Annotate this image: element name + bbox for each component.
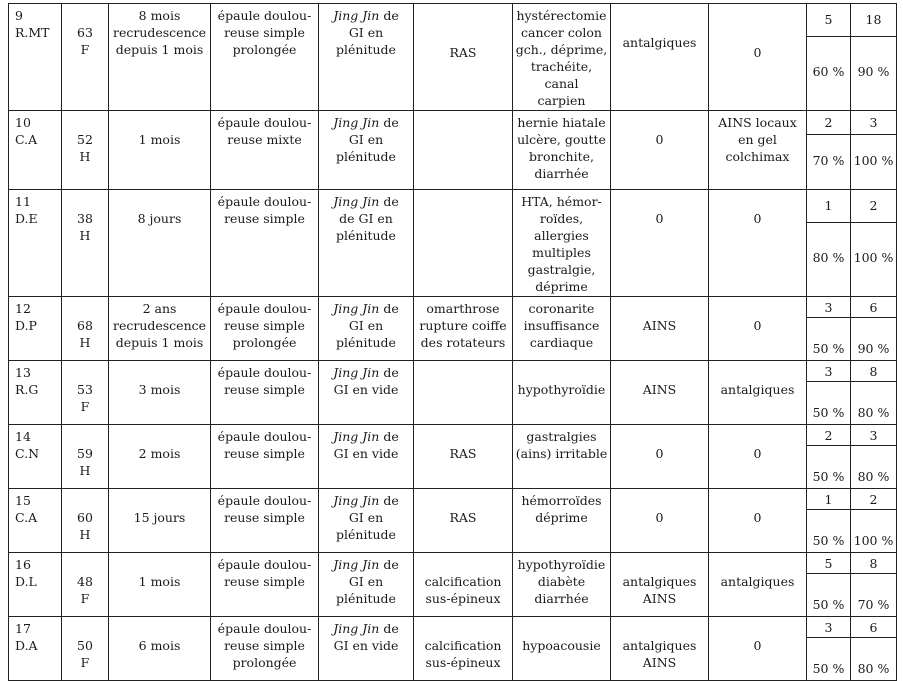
diagnosis-line: reuse mixte bbox=[227, 132, 302, 147]
diagnosis-cell bbox=[211, 297, 319, 361]
mtc-line bbox=[321, 193, 411, 210]
mtc-line bbox=[321, 364, 411, 381]
patient-initials: R.G bbox=[15, 382, 39, 397]
mtc-diagnosis-cell bbox=[319, 297, 414, 361]
duration-cell bbox=[109, 489, 211, 553]
imaging-cell bbox=[414, 553, 513, 617]
duration-cell bbox=[109, 553, 211, 617]
mtc-rest: de bbox=[383, 301, 399, 316]
score-after: 2 bbox=[851, 190, 897, 223]
patient-number: 16 bbox=[15, 557, 31, 572]
history-cell bbox=[513, 553, 611, 617]
imaging-cell bbox=[414, 425, 513, 489]
associated-line: 0 bbox=[753, 446, 762, 461]
mtc-rest: de bbox=[383, 115, 399, 130]
history-line: trachéite, canal bbox=[530, 59, 593, 91]
treatment-line: AINS bbox=[642, 318, 677, 333]
percent-after: 100 % bbox=[851, 135, 897, 190]
patient-id-cell bbox=[9, 4, 62, 111]
mtc-line bbox=[321, 556, 411, 573]
duration-line: 8 jours bbox=[137, 211, 182, 226]
diagnosis-cell bbox=[211, 617, 319, 681]
history-line: HTA, hémor- bbox=[521, 194, 602, 209]
history-line: hernie hiatale bbox=[517, 115, 606, 130]
duration-line: 15 jours bbox=[133, 510, 186, 525]
diagnosis-line: reuse simple bbox=[224, 382, 305, 397]
treatment-cell bbox=[611, 4, 709, 111]
mtc-rest: de bbox=[383, 621, 399, 636]
history-line: hypoacousie bbox=[522, 638, 601, 653]
table-row bbox=[9, 617, 897, 638]
diagnosis-line: épaule doulou- bbox=[217, 194, 312, 209]
patient-sex: H bbox=[79, 463, 91, 478]
percent-after: 100 % bbox=[851, 510, 897, 553]
treatment-line: AINS bbox=[642, 591, 677, 606]
treatment-line: 0 bbox=[655, 132, 664, 147]
score-before: 3 bbox=[807, 361, 851, 382]
associated-line: antalgiques bbox=[720, 382, 795, 397]
mtc-line: plénitude bbox=[336, 335, 396, 350]
history-line: gch., déprime, bbox=[515, 42, 608, 57]
history-line: hystérectomie bbox=[516, 8, 607, 23]
diagnosis-cell bbox=[211, 4, 319, 111]
mtc-name: Jing Jin bbox=[333, 365, 380, 380]
imaging-line: sus-épineux bbox=[425, 591, 501, 606]
history-cell bbox=[513, 4, 611, 111]
history-cell bbox=[513, 111, 611, 190]
duration-line: depuis 1 mois bbox=[115, 42, 204, 57]
patient-initials: D.P bbox=[15, 318, 37, 333]
patient-sex: F bbox=[80, 42, 90, 57]
percent-after: 100 % bbox=[851, 222, 897, 296]
imaging-line: RAS bbox=[449, 45, 477, 60]
diagnosis-cell bbox=[211, 553, 319, 617]
patient-number: 14 bbox=[15, 429, 31, 444]
mtc-diagnosis-cell bbox=[319, 190, 414, 297]
history-line: gastralgies bbox=[526, 429, 597, 444]
age-sex-cell bbox=[62, 361, 109, 425]
duration-line: recrudescence bbox=[112, 318, 207, 333]
diagnosis-line: reuse simple bbox=[224, 318, 305, 333]
treatment-cell bbox=[611, 111, 709, 190]
treatment-cell bbox=[611, 489, 709, 553]
mtc-line: GI en vide bbox=[333, 446, 399, 461]
patient-sex: H bbox=[79, 335, 91, 350]
percent-after: 90 % bbox=[851, 318, 897, 361]
mtc-diagnosis-cell bbox=[319, 111, 414, 190]
associated-treatment-cell bbox=[709, 553, 807, 617]
duration-line: 2 ans bbox=[142, 301, 177, 316]
patient-initials: D.L bbox=[15, 574, 37, 589]
mtc-rest: de bbox=[383, 429, 399, 444]
mtc-diagnosis-cell bbox=[319, 361, 414, 425]
percent-before: 60 % bbox=[807, 36, 851, 110]
patient-initials: R.MT bbox=[15, 25, 50, 40]
mtc-diagnosis-cell bbox=[319, 553, 414, 617]
duration-line: 1 mois bbox=[138, 132, 181, 147]
patient-age: 68 bbox=[77, 318, 93, 333]
mtc-name: Jing Jin bbox=[333, 194, 380, 209]
patient-id-cell bbox=[9, 190, 62, 297]
score-after: 8 bbox=[851, 361, 897, 382]
percent-after: 80 % bbox=[851, 382, 897, 425]
imaging-cell bbox=[414, 489, 513, 553]
history-cell bbox=[513, 617, 611, 681]
mtc-line: de GI en bbox=[339, 211, 393, 226]
percent-before: 50 % bbox=[807, 382, 851, 425]
history-line: diabète bbox=[537, 574, 586, 589]
patient-number: 10 bbox=[15, 115, 31, 130]
duration-line: 2 mois bbox=[138, 446, 181, 461]
duration-cell bbox=[109, 617, 211, 681]
imaging-cell bbox=[414, 190, 513, 297]
history-line: diarrhée bbox=[534, 591, 589, 606]
history-cell bbox=[513, 489, 611, 553]
associated-line: 0 bbox=[753, 638, 762, 653]
mtc-diagnosis-cell bbox=[319, 489, 414, 553]
patient-age: 53 bbox=[77, 382, 93, 397]
patient-sex: H bbox=[79, 527, 91, 542]
age-sex-cell bbox=[62, 553, 109, 617]
duration-cell bbox=[109, 111, 211, 190]
patient-age: 48 bbox=[77, 574, 93, 589]
percent-before: 70 % bbox=[807, 135, 851, 190]
mtc-line: GI en bbox=[348, 132, 384, 147]
duration-line: depuis 1 mois bbox=[115, 335, 204, 350]
imaging-line: des rotateurs bbox=[420, 335, 506, 350]
mtc-line: plénitude bbox=[336, 228, 396, 243]
history-line: diarrhée bbox=[534, 166, 589, 181]
history-line: roïdes, allergies bbox=[534, 211, 589, 243]
score-before: 5 bbox=[807, 553, 851, 574]
imaging-cell bbox=[414, 361, 513, 425]
imaging-line: calcification bbox=[424, 574, 502, 589]
patient-id-cell bbox=[9, 297, 62, 361]
percent-before: 50 % bbox=[807, 446, 851, 489]
mtc-name: Jing Jin bbox=[333, 8, 380, 23]
patient-id-cell bbox=[9, 425, 62, 489]
diagnosis-line: reuse simple bbox=[224, 638, 305, 653]
duration-line: 6 mois bbox=[138, 638, 181, 653]
diagnosis-line: épaule doulou- bbox=[217, 365, 312, 380]
duration-cell bbox=[109, 361, 211, 425]
mtc-rest: de bbox=[383, 493, 399, 508]
treatment-cell bbox=[611, 297, 709, 361]
treatment-line: antalgiques bbox=[622, 35, 697, 50]
diagnosis-cell bbox=[211, 111, 319, 190]
mtc-line bbox=[321, 428, 411, 445]
table-body bbox=[9, 4, 897, 681]
table-row bbox=[9, 361, 897, 382]
duration-cell bbox=[109, 425, 211, 489]
treatment-line: 0 bbox=[655, 446, 664, 461]
history-line: multiples bbox=[532, 245, 591, 260]
patient-initials: D.E bbox=[15, 211, 38, 226]
associated-treatment-cell bbox=[709, 4, 807, 111]
score-before: 1 bbox=[807, 190, 851, 223]
associated-line: en gel bbox=[738, 132, 777, 147]
patient-initials: C.N bbox=[15, 446, 40, 461]
diagnosis-line: reuse simple bbox=[224, 25, 305, 40]
diagnosis-line: reuse simple bbox=[224, 574, 305, 589]
history-cell bbox=[513, 361, 611, 425]
mtc-rest: de bbox=[383, 557, 399, 572]
patient-id-cell bbox=[9, 489, 62, 553]
mtc-name: Jing Jin bbox=[333, 493, 380, 508]
age-sex-cell bbox=[62, 4, 109, 111]
diagnosis-line: reuse simple bbox=[224, 510, 305, 525]
score-after: 8 bbox=[851, 553, 897, 574]
patient-id-cell bbox=[9, 111, 62, 190]
imaging-cell bbox=[414, 617, 513, 681]
associated-treatment-cell bbox=[709, 425, 807, 489]
patient-sex: F bbox=[80, 655, 90, 670]
age-sex-cell bbox=[62, 297, 109, 361]
mtc-line: plénitude bbox=[336, 149, 396, 164]
associated-treatment-cell bbox=[709, 111, 807, 190]
diagnosis-line: épaule doulou- bbox=[217, 557, 312, 572]
diagnosis-line: reuse simple bbox=[224, 211, 305, 226]
patient-age: 52 bbox=[77, 132, 93, 147]
diagnosis-cell bbox=[211, 489, 319, 553]
patient-number: 9 bbox=[15, 8, 23, 23]
percent-before: 50 % bbox=[807, 638, 851, 681]
diagnosis-line: épaule doulou- bbox=[217, 493, 312, 508]
treatment-line: AINS bbox=[642, 655, 677, 670]
age-sex-cell bbox=[62, 190, 109, 297]
mtc-line bbox=[321, 114, 411, 131]
mtc-rest: de bbox=[383, 8, 399, 23]
imaging-line: rupture coiffe bbox=[419, 318, 507, 333]
treatment-cell bbox=[611, 425, 709, 489]
mtc-line bbox=[321, 492, 411, 509]
score-before: 2 bbox=[807, 425, 851, 446]
diagnosis-line: épaule doulou- bbox=[217, 301, 312, 316]
table-row bbox=[9, 553, 897, 574]
patient-number: 12 bbox=[15, 301, 31, 316]
diagnosis-line: épaule doulou- bbox=[217, 115, 312, 130]
mtc-line bbox=[321, 620, 411, 637]
mtc-line: GI en vide bbox=[333, 638, 399, 653]
duration-line: 1 mois bbox=[138, 574, 181, 589]
patient-id-cell bbox=[9, 617, 62, 681]
patient-sex: H bbox=[79, 149, 91, 164]
percent-after: 70 % bbox=[851, 574, 897, 617]
associated-treatment-cell bbox=[709, 489, 807, 553]
patient-age: 63 bbox=[77, 25, 93, 40]
imaging-line: RAS bbox=[449, 446, 477, 461]
treatment-cell bbox=[611, 553, 709, 617]
history-cell bbox=[513, 190, 611, 297]
patient-number: 15 bbox=[15, 493, 31, 508]
associated-treatment-cell bbox=[709, 361, 807, 425]
percent-before: 50 % bbox=[807, 510, 851, 553]
patient-age: 60 bbox=[77, 510, 93, 525]
mtc-line bbox=[321, 300, 411, 317]
table-row bbox=[9, 111, 897, 135]
patient-initials: C.A bbox=[15, 132, 38, 147]
percent-before: 50 % bbox=[807, 318, 851, 361]
treatment-cell bbox=[611, 617, 709, 681]
score-before: 2 bbox=[807, 111, 851, 135]
treatment-cell bbox=[611, 361, 709, 425]
history-line: (ains) irritable bbox=[515, 446, 608, 461]
history-line: déprime bbox=[535, 279, 588, 294]
history-line: hypothyroïdie bbox=[517, 557, 606, 572]
imaging-line: sus-épineux bbox=[425, 655, 501, 670]
score-after: 6 bbox=[851, 297, 897, 318]
patient-id-cell bbox=[9, 361, 62, 425]
associated-line: colchimax bbox=[725, 149, 790, 164]
history-line: gastralgie, bbox=[527, 262, 596, 277]
table-row bbox=[9, 297, 897, 318]
percent-before: 50 % bbox=[807, 574, 851, 617]
treatment-line: antalgiques bbox=[622, 638, 697, 653]
score-after: 2 bbox=[851, 489, 897, 510]
percent-after: 80 % bbox=[851, 638, 897, 681]
diagnosis-line: prolongée bbox=[232, 335, 297, 350]
associated-line: 0 bbox=[753, 318, 762, 333]
score-after: 3 bbox=[851, 425, 897, 446]
mtc-line: plénitude bbox=[336, 42, 396, 57]
treatment-cell bbox=[611, 190, 709, 297]
diagnosis-cell bbox=[211, 190, 319, 297]
score-after: 18 bbox=[851, 4, 897, 37]
imaging-cell bbox=[414, 297, 513, 361]
mtc-diagnosis-cell bbox=[319, 617, 414, 681]
diagnosis-line: prolongée bbox=[232, 42, 297, 57]
mtc-rest: de bbox=[383, 194, 399, 209]
history-cell bbox=[513, 425, 611, 489]
mtc-name: Jing Jin bbox=[333, 621, 380, 636]
history-line: cancer colon bbox=[521, 25, 602, 40]
duration-cell bbox=[109, 190, 211, 297]
duration-line: recrudescence bbox=[112, 25, 207, 40]
mtc-line: plénitude bbox=[336, 591, 396, 606]
score-before: 5 bbox=[807, 4, 851, 37]
percent-before: 80 % bbox=[807, 222, 851, 296]
patient-age: 38 bbox=[77, 211, 93, 226]
imaging-line: omarthrose bbox=[426, 301, 500, 316]
mtc-line bbox=[321, 7, 411, 24]
table-row bbox=[9, 425, 897, 446]
history-line: hypothyroïdie bbox=[517, 382, 606, 397]
imaging-cell bbox=[414, 111, 513, 190]
patient-number: 11 bbox=[15, 194, 31, 209]
percent-after: 90 % bbox=[851, 36, 897, 110]
associated-line: 0 bbox=[753, 45, 762, 60]
mtc-name: Jing Jin bbox=[333, 557, 380, 572]
score-after: 6 bbox=[851, 617, 897, 638]
mtc-line: GI en bbox=[348, 510, 384, 525]
patient-number: 17 bbox=[15, 621, 31, 636]
treatment-line: antalgiques bbox=[622, 574, 697, 589]
mtc-line: GI en vide bbox=[333, 382, 399, 397]
history-line: déprime bbox=[535, 510, 588, 525]
associated-treatment-cell bbox=[709, 617, 807, 681]
associated-treatment-cell bbox=[709, 190, 807, 297]
mtc-diagnosis-cell bbox=[319, 425, 414, 489]
patient-sex: F bbox=[80, 399, 90, 414]
score-before: 3 bbox=[807, 617, 851, 638]
diagnosis-cell bbox=[211, 425, 319, 489]
score-before: 1 bbox=[807, 489, 851, 510]
table-row bbox=[9, 489, 897, 510]
diagnosis-line: épaule doulou- bbox=[217, 8, 312, 23]
mtc-diagnosis-cell bbox=[319, 4, 414, 111]
mtc-line: GI en bbox=[348, 25, 384, 40]
history-cell bbox=[513, 297, 611, 361]
treatment-line: 0 bbox=[655, 211, 664, 226]
patient-id-cell bbox=[9, 553, 62, 617]
treatment-line: AINS bbox=[642, 382, 677, 397]
history-line: carpien bbox=[537, 93, 586, 108]
age-sex-cell bbox=[62, 489, 109, 553]
patient-age: 59 bbox=[77, 446, 93, 461]
history-line: coronarite bbox=[528, 301, 595, 316]
patient-initials: D.A bbox=[15, 638, 38, 653]
diagnosis-line: épaule doulou- bbox=[217, 621, 312, 636]
age-sex-cell bbox=[62, 617, 109, 681]
associated-line: antalgiques bbox=[720, 574, 795, 589]
diagnosis-cell bbox=[211, 361, 319, 425]
mtc-rest: de bbox=[383, 365, 399, 380]
mtc-name: Jing Jin bbox=[333, 301, 380, 316]
imaging-line: calcification bbox=[424, 638, 502, 653]
associated-line: AINS locaux bbox=[718, 115, 797, 130]
imaging-line: RAS bbox=[449, 510, 477, 525]
associated-line: 0 bbox=[753, 211, 762, 226]
patient-table bbox=[8, 3, 897, 681]
patient-number: 13 bbox=[15, 365, 31, 380]
history-line: bronchite, bbox=[529, 149, 594, 164]
imaging-cell bbox=[414, 4, 513, 111]
patient-age: 50 bbox=[77, 638, 93, 653]
mtc-line: plénitude bbox=[336, 527, 396, 542]
duration-line: 8 mois bbox=[138, 8, 181, 23]
duration-cell bbox=[109, 4, 211, 111]
mtc-line: GI en bbox=[348, 574, 384, 589]
history-line: hémorroïdes bbox=[521, 493, 602, 508]
patient-initials: C.A bbox=[15, 510, 38, 525]
treatment-line: 0 bbox=[655, 510, 664, 525]
age-sex-cell bbox=[62, 425, 109, 489]
associated-treatment-cell bbox=[709, 297, 807, 361]
score-before: 3 bbox=[807, 297, 851, 318]
age-sex-cell bbox=[62, 111, 109, 190]
diagnosis-line: reuse simple bbox=[224, 446, 305, 461]
history-line: insuffisance bbox=[523, 318, 600, 333]
history-line: ulcère, goutte bbox=[517, 132, 606, 147]
history-line: cardiaque bbox=[529, 335, 594, 350]
patient-sex: H bbox=[79, 228, 91, 243]
diagnosis-line: épaule doulou- bbox=[217, 429, 312, 444]
diagnosis-line: prolongée bbox=[232, 655, 297, 670]
duration-line: 3 mois bbox=[138, 382, 181, 397]
mtc-line: GI en bbox=[348, 318, 384, 333]
duration-cell bbox=[109, 297, 211, 361]
score-after: 3 bbox=[851, 111, 897, 135]
percent-after: 80 % bbox=[851, 446, 897, 489]
patient-sex: F bbox=[80, 591, 90, 606]
table-row bbox=[9, 4, 897, 37]
mtc-name: Jing Jin bbox=[333, 429, 380, 444]
associated-line: 0 bbox=[753, 510, 762, 525]
table-row bbox=[9, 190, 897, 223]
mtc-name: Jing Jin bbox=[333, 115, 380, 130]
